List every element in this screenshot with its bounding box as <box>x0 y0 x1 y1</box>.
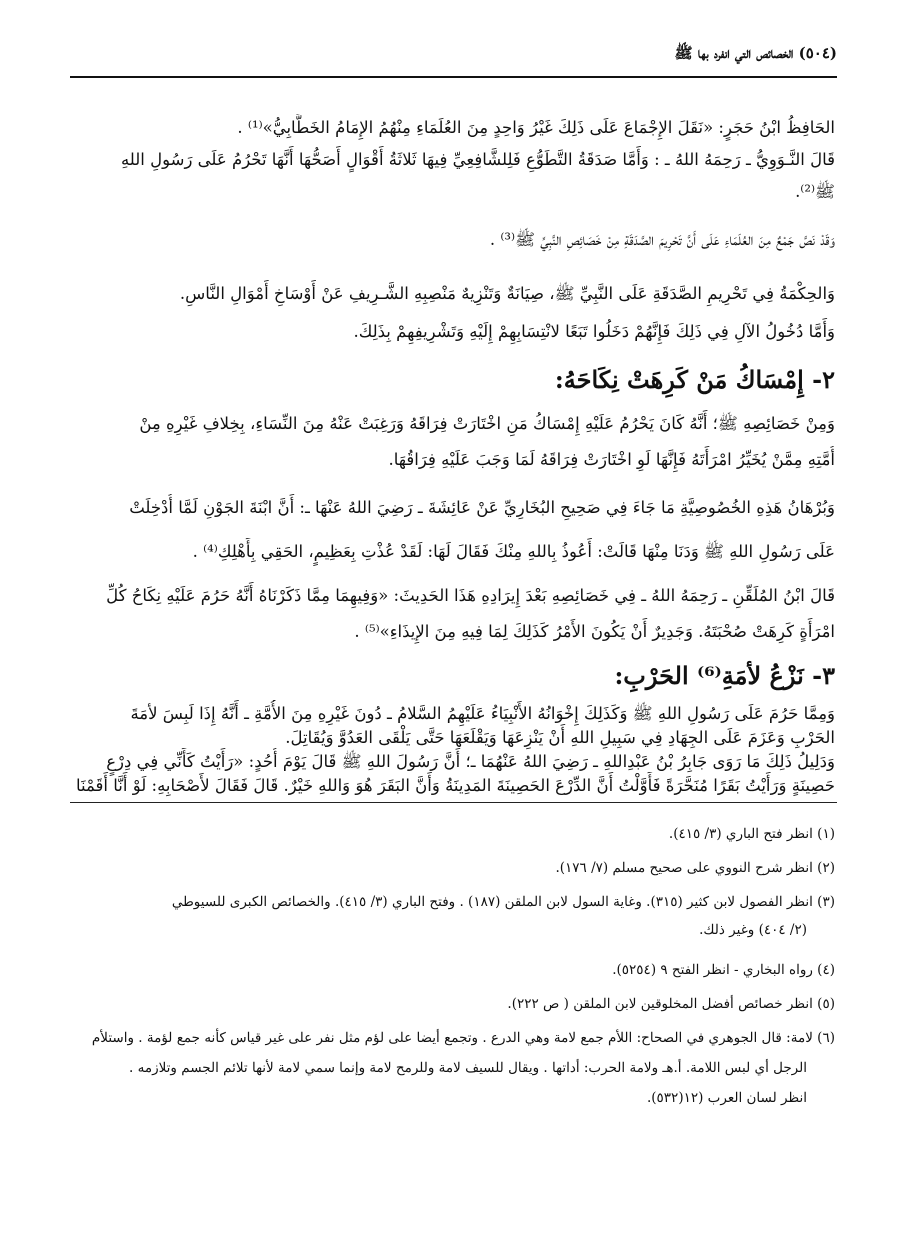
running-head: (٥٠٤) الخصائص التي انفرد بها ﷺ <box>674 44 837 62</box>
footnote: (٦) لامة: قال الجوهري في الصحاح: اللأم جمع لامة وهي الدرع . وتجمع أيضا على لؤم مثل نفر على غير قياس كأنه جمع لؤمة . واستلأم <box>91 1030 835 1046</box>
body-line: قَالَ النَّـوَوِيُّ ـ رَحِمَهُ اللهُ ـ : وَأَمَّا صَدَقَةُ التَّطَوُّعِ فَلِلشَّافِعِيِّ فِيهَا ثَلاثَةُ أَقْوَالٍ أَصَحُّهَا أَنَّهَا تَحْرُمُ عَلَى رَسُولِ اللهِ <box>120 150 835 169</box>
body-line: الحَافِظُ ابْنُ حَجَرٍ: «نَقَلَ الإِجْمَاعَ عَلَى ذَلِكَ غَيْرُ وَاحِدٍ مِنَ العُلَمَاءِ مِنْهُمُ الإِمَامُ الخَطَّابِيُّ»⁽¹⁾ . <box>237 118 835 137</box>
footnote: (٢) انظر شرح النووي على صحيح مسلم (٧/ ١٧٦). <box>555 860 835 876</box>
body-line: عَلَى رَسُولِ اللهِ ﷺ وَدَنَا مِنْهَا قَالَتْ: أَعُوذُ بِاللهِ مِنْكَ فَقَالَ لَهَا: لَقَدْ عُذْتِ بِعَظِيمٍ، الحَقِي بِأَهْلِكِ⁽⁴⁾ . <box>192 542 835 561</box>
body-line: وَمِنْ خَصَائِصِهِ ﷺ؛ أَنَّهُ كَانَ يَحْرُمُ عَلَيْهِ إِمْسَاكُ مَنِ اخْتَارَتْ فِرَاقَهُ وَرَغِبَتْ عَنْهُ مِنَ النِّسَاءِ، بِخِلافِ غَيْرِهِ مِنْ <box>139 414 835 433</box>
footnote: (٥) انظر خصائص أفضل المخلوقين لابن الملقن ( ص ٢٢٢). <box>507 996 835 1012</box>
body-line: حَصِينَةٍ وَرَأَيْتُ بَقَرًا مُنَحَّرَةً فَأَوَّلْتُ أَنَّ الدِّرْعَ الحَصِينَةَ المَدِينَةُ وَأَنَّ البَقَرَ هُوَ وَاللهِ خَيْرٌ. قَالَ فَقَالَ لأَصْحَابِهِ: لَوْ أَنَّا أَقَمْنَا <box>76 776 835 795</box>
body-line: وَقَدْ نَصَّ جَمْعٌ مِنَ العُلَمَاءِ عَلَى أَنَّ تَحْرِيمَ الصَّدَقَةِ مِنْ خَصَائِصِ النَّبِيِّ ﷺ⁽³⁾ . <box>489 230 835 249</box>
footnote-continuation: (٢/ ٤٠٤) وغير ذلك. <box>699 922 807 938</box>
body-line: أُمَّتِهِ مِمَّنْ يُخَيِّرُ امْرَأَتَهُ فَإِنَّهَا لَوِ اخْتَارَتْ فِرَاقَهُ لَمَا وَجَبَ عَلَيْهِ فِرَاقُهَا. <box>388 450 835 469</box>
footnote: (١) انظر فتح الباري (٣/ ٤١٥). <box>668 826 835 842</box>
body-line: قَالَ ابْنُ المُلَقِّنِ ـ رَحِمَهُ اللهُ ـ فِي خَصَائِصِهِ بَعْدَ إِيرَادِهِ هَذَا الحَدِيثَ: «وَفِيهِمَا مِمَّا ذَكَرْنَاهُ أَنَّهُ حَرُمَ عَلَيْهِ نِكَاحُ كُلِّ <box>106 586 835 605</box>
body-line: وَمِمَّا حَرُمَ عَلَى رَسُولِ اللهِ ﷺ وَكَذَلِكَ إِخْوَانُهُ الأَنْبِيَاءُ عَلَيْهِمُ السَّلامُ ـ دُونَ غَيْرِهِ مِنَ الأُمَّةِ ـ أَنَّهُ إِذَا لَبِسَ لأمَةَ <box>130 704 835 723</box>
body-line: وَبُرْهَانُ هَذِهِ الخُصُوصِيَّةِ مَا جَاءَ فِي صَحِيحِ البُخَارِيِّ عَنْ عَائِشَةَ ـ رَضِيَ اللهُ عَنْهَا ـ: أَنَّ ابْنَةَ الجَوْنِ لَمَّا أُدْخِلَتْ <box>129 498 835 517</box>
section-heading: ٢- إِمْسَاكُ مَنْ كَرِهَتْ نِكَاحَهُ: <box>554 365 835 394</box>
body-line: وَأَمَّا دُخُولُ الآلِ فِي ذَلِكَ فَإِنَّهُمْ دَخَلُوا تَبَعًا لانْتِسَابِهِمْ إِلَيْهِ وَتَشْرِيفِهِمْ بِذَلِكَ. <box>353 322 835 341</box>
body-line: ﷺ⁽²⁾. <box>795 182 835 201</box>
body-line: وَدَلِيلُ ذَلِكَ مَا رَوَى جَابِرُ بْنُ عَبْدِاللهِ ـ رَضِيَ اللهُ عَنْهُمَا ـ؛ أَنَّ رَسُولَ اللهِ ﷺ قَالَ يَوْمَ أُحُدٍ: «رَأَيْتُ كَأَنِّي فِي دِرْعٍ <box>106 752 835 771</box>
footnote-continuation: انظر لسان العرب (١٢(٥٣٢). <box>646 1090 807 1106</box>
footnote: (٤) رواه البخاري - انظر الفتح ٩ (٥٢٥٤). <box>612 962 835 978</box>
footnote: (٣) انظر الفصول لابن كثير (٣١٥). وغاية السول لابن الملقن (١٨٧) . وفتح الباري (٣/ ٤١٥). والخصائص الكبرى للسيوطي <box>171 894 835 910</box>
section-heading: ٣- نَزْعُ لأمَةِ⁽⁶⁾ الحَرْبِ: <box>614 661 835 690</box>
body-line: وَالحِكْمَةُ فِي تَحْرِيمِ الصَّدَقَةِ عَلَى النَّبِيِّ ﷺ، صِيَانَةٌ وَتَنْزِيهٌ مَنْصِبِهِ الشَّـرِيفِ عَنْ أَوْسَاخِ أَمْوَالِ النَّاسِ. <box>179 284 835 303</box>
body-line: الحَرْبِ وَعَزَمَ عَلَى الجِهَادِ فِي سَبِيلِ اللهِ أَنْ يَنْزِعَهَا وَيَقْلَعَهَا حَتَّى يَلْقَى العَدُوَّ وَيُقَاتِلَ. <box>285 728 835 747</box>
body-line: امْرَأَةٍ كَرِهَتْ صُحْبَتَهُ. وَجَدِيرٌ أَنْ يَكُونَ الأَمْرُ كَذَلِكَ لِمَا فِيهِ مِنَ الإِيذَاءِ»⁽⁵⁾ . <box>354 622 835 641</box>
footnote-continuation: الرجل أي لبس اللامة. أ.هـ ولامة الحرب: أداتها . ويقال للسيف لامة وللرمح لامة وإنما سمي لامة لأنها تلائم الجسم وتلازمه . <box>129 1060 807 1076</box>
